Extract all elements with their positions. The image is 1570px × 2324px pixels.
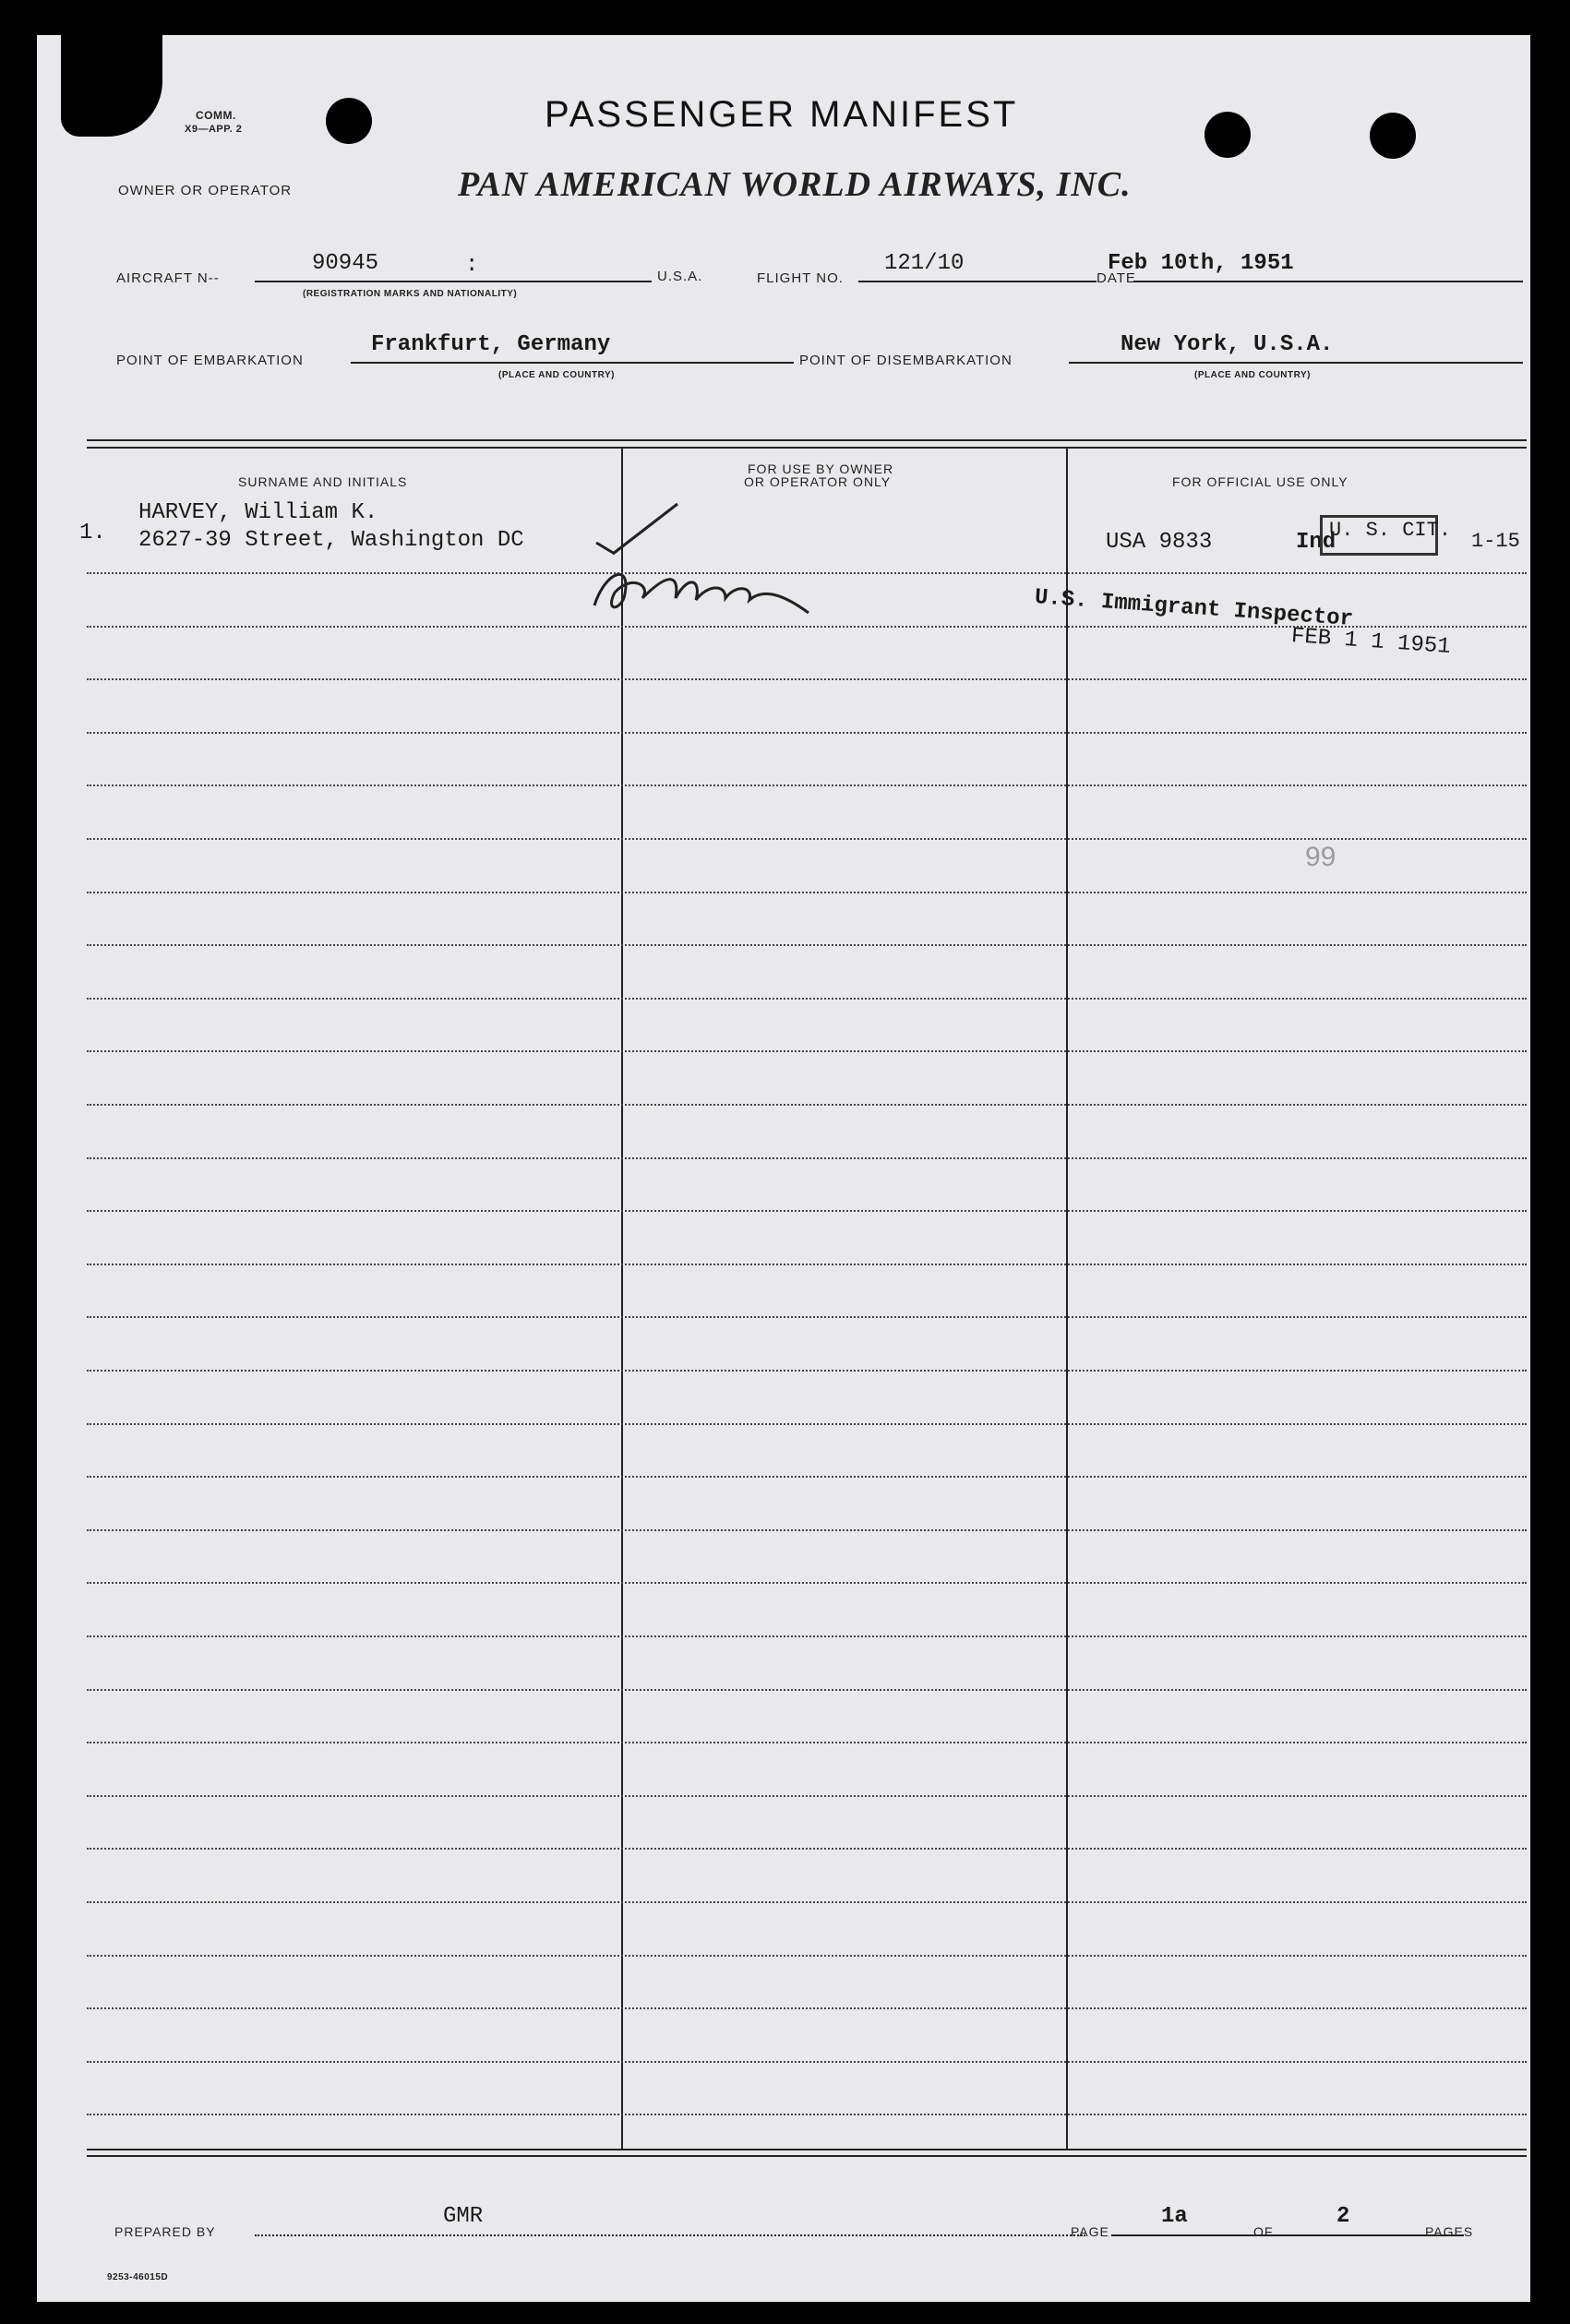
table-bottom-rule-2 [87,2155,1527,2157]
signature [587,497,919,626]
col-header-official: FOR OFFICIAL USE ONLY [1172,474,1348,489]
embark-value: Frankfurt, Germany [371,332,611,357]
row-line [87,1476,1527,1478]
row-line [87,1529,1527,1531]
page-value: 1a [1161,2204,1188,2229]
mark-99: 99 [1305,842,1336,872]
form-code-1: COMM. [196,109,236,122]
torn-corner [61,35,162,137]
page-title: PASSENGER MANIFEST [545,94,1019,135]
aircraft-underline [255,281,652,282]
row-line [87,1582,1527,1584]
entry-name: HARVEY, William K. [138,500,378,525]
row-line [87,1157,1527,1159]
prepared-underline [255,2234,1085,2236]
punch-hole-left [326,98,372,144]
embark-label: POINT OF EMBARKATION [116,353,304,368]
inspector-stamp: U.S. Immigrant Inspector [1034,585,1354,633]
disembark-underline [1069,362,1523,364]
official-partial: Ind [1296,530,1336,555]
disembark-note: (PLACE AND COUNTRY) [1194,370,1311,380]
flight-value: 121/10 [884,251,965,276]
row-line [87,1423,1527,1425]
row-line [87,1316,1527,1318]
inspector-date: FEB 1 1 1951 [1290,624,1452,660]
row-line [87,1742,1527,1743]
prepared-value: GMR [443,2204,484,2229]
row-line [87,1050,1527,1052]
punch-hole-right [1370,113,1416,159]
aircraft-value: 90945 [312,251,379,276]
disembark-label: POINT OF DISEMBARKATION [799,353,1013,368]
row-line [87,732,1527,734]
official-trail: 1-15 [1471,530,1520,553]
row-line [87,678,1527,680]
form-code-2: X9—APP. 2 [185,124,243,135]
date-value: Feb 10th, 1951 [1108,251,1294,276]
prepared-label: PREPARED BY [114,2224,216,2239]
of-label: OF [1253,2224,1274,2239]
row-line [87,2061,1527,2063]
row-line [87,944,1527,946]
table-bottom-rule-1 [87,2149,1527,2150]
row-line [87,998,1527,1000]
of-value: 2 [1336,2204,1350,2229]
page-label: PAGE [1071,2224,1109,2239]
entry-address: 2627-39 Street, Washington DC [138,528,524,553]
owner-label: OWNER OR OPERATOR [118,183,293,198]
aircraft-colon: : [465,253,479,278]
row-line [87,785,1527,786]
form-number: 9253-46015D [107,2272,169,2282]
row-line [87,1264,1527,1265]
column-divider-2 [1066,447,1068,2150]
pages-label: PAGES [1425,2224,1474,2239]
row-line [87,2114,1527,2115]
row-line [87,892,1527,893]
row-line [87,1795,1527,1797]
table-top-rule-2 [87,447,1527,449]
official-code: USA 9833 [1106,530,1213,555]
flight-underline [858,281,1097,282]
row-line [87,1955,1527,1957]
row-line [87,1689,1527,1691]
citizen-stamp-text: U. S. CIT. [1329,519,1452,542]
row-line [87,1901,1527,1903]
registration-note: (REGISTRATION MARKS AND NATIONALITY) [303,289,518,299]
entry-number: 1. [79,521,106,545]
flight-label: FLIGHT NO. [757,270,844,286]
row-line [87,2007,1527,2009]
column-divider-1 [621,447,623,2150]
row-line [87,1104,1527,1106]
embark-underline [351,362,794,364]
col-header-owner-2: OR OPERATOR ONLY [744,474,892,489]
manifest-sheet [37,35,1530,2302]
row-line [87,1635,1527,1637]
punch-hole-mid [1204,112,1251,158]
table-top-rule-1 [87,439,1527,441]
row-line [87,1848,1527,1850]
aircraft-label: AIRCRAFT N-- [116,270,220,286]
row-line [87,1210,1527,1212]
date-label: DATE [1097,270,1136,286]
disembark-value: New York, U.S.A. [1121,332,1334,357]
embark-note: (PLACE AND COUNTRY) [498,370,615,380]
row-line [87,1370,1527,1372]
row-line [87,838,1527,840]
date-underline [1133,281,1523,282]
operator-name: PAN AMERICAN WORLD AIRWAYS, INC. [458,165,1132,204]
usa-label: U.S.A. [657,269,703,284]
col-header-owner-1: FOR USE BY OWNER [748,461,894,476]
col-header-surname: SURNAME AND INITIALS [238,474,408,489]
